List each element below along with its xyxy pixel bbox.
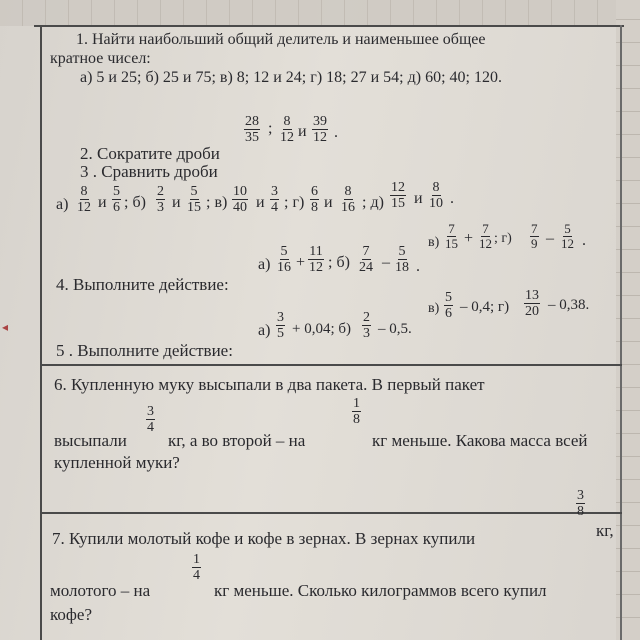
table-border-right [620, 25, 622, 640]
task-7-line-1-end: кг, [596, 521, 614, 540]
fraction: 3 4 [147, 404, 154, 435]
fraction: 1 4 [193, 552, 200, 583]
task-5-label: 5 . Выполните действие: [56, 341, 233, 360]
fraction: 7 24 [359, 244, 373, 275]
fraction: 11 12 [309, 244, 323, 275]
fraction: 6 8 [311, 184, 318, 215]
task-1-line-1: 1. Найти наибольший общий делитель и наименьшее общее [76, 31, 486, 48]
fraction: 7 12 [479, 221, 492, 251]
fraction: 1 8 [353, 396, 360, 427]
item-marker: а) [258, 322, 271, 339]
fraction: 28 35 [245, 114, 259, 145]
separator-line [40, 364, 622, 366]
task-7-part-2: кг меньше. Сколько килограммов всего купил [214, 581, 547, 600]
item-marker: ; д) [362, 194, 384, 211]
separator-line [40, 512, 622, 514]
item-marker: а) [258, 256, 271, 273]
fraction: 12 15 [391, 180, 405, 211]
item-marker: ; б) [124, 194, 146, 211]
item-marker: ; г) [494, 231, 512, 246]
punct: . [582, 232, 586, 249]
task-3-label: 3 . Сравнить дроби [80, 162, 218, 181]
task-6-line-1: 6. Купленную муку высыпали в два пакета. В первый пакет [54, 375, 485, 394]
fraction: 5 18 [395, 244, 409, 275]
item-marker: в) [428, 301, 440, 316]
punct: . [416, 258, 420, 275]
pen-mark: ◂ [2, 320, 9, 334]
conj: и [298, 123, 307, 140]
fraction: 5 16 [277, 244, 291, 275]
item-marker: в) [428, 235, 440, 250]
fraction: 3 5 [277, 310, 284, 341]
task-7-line-1: 7. Купили молотый кофе и кофе в зернах. В зернах купили [52, 529, 476, 548]
fraction: 8 12 [280, 114, 294, 145]
conj: и [256, 194, 265, 211]
task-7-part-1: молотого – на [50, 581, 151, 600]
table-border-left [40, 25, 42, 640]
expression-rest: – 0,4; г) [460, 299, 510, 315]
operator: – [546, 230, 554, 247]
notebook-grid-top [0, 0, 640, 26]
fraction: 3 4 [271, 184, 278, 215]
item-marker: а) [56, 196, 69, 213]
table-border-top [34, 25, 624, 27]
punct: ; [268, 120, 273, 137]
fraction: 5 6 [113, 184, 120, 215]
fraction: 2 3 [363, 310, 370, 341]
fraction: 10 40 [233, 184, 247, 215]
conj: и [324, 194, 333, 211]
conj: и [414, 190, 423, 207]
expression-rest: + 0,04; б) [292, 321, 352, 337]
task-6-part-1: высыпали [54, 431, 127, 450]
fraction: 7 15 [445, 221, 458, 251]
fraction: 7 9 [531, 221, 538, 251]
operator: + [464, 230, 474, 247]
fraction: 8 10 [429, 180, 443, 211]
task-1-line-3: а) 5 и 25; б) 25 и 75; в) 8; 12 и 24; г) 18; 27 и 54; д) 60; 40; 120. [80, 69, 502, 86]
fraction: 39 12 [313, 114, 327, 145]
conj: и [172, 194, 181, 211]
fraction: 8 12 [77, 184, 91, 215]
task-6-part-3: кг меньше. Какова масса всей [372, 431, 588, 450]
fraction: 13 20 [525, 288, 539, 319]
task-7-line-3: кофе? [50, 605, 93, 624]
punct: . [334, 124, 338, 141]
task-2-label: 2. Сократите дроби [80, 144, 220, 163]
task-6-part-2: кг, а во второй – на [168, 431, 306, 450]
fraction: 2 3 [157, 184, 164, 215]
operator: – [382, 254, 390, 271]
fraction: 5 6 [445, 290, 452, 321]
task-4-label: 4. Выполните действие: [56, 275, 229, 294]
task-6-line-3: купленной муки? [54, 453, 180, 472]
fraction: 8 16 [341, 184, 355, 215]
expression-rest: – 0,5. [378, 321, 412, 337]
fraction: 5 15 [187, 184, 201, 215]
item-marker: ; б) [328, 254, 350, 271]
fraction: 3 8 [577, 488, 584, 519]
conj: и [98, 194, 107, 211]
item-marker: ; в) [206, 194, 228, 211]
fraction: 5 12 [561, 221, 574, 251]
task-1-line-2: кратное чисел: [50, 50, 151, 67]
punct: . [450, 190, 454, 207]
expression-rest: – 0,38. [548, 297, 590, 313]
item-marker: ; г) [284, 194, 305, 211]
operator: + [296, 254, 306, 271]
